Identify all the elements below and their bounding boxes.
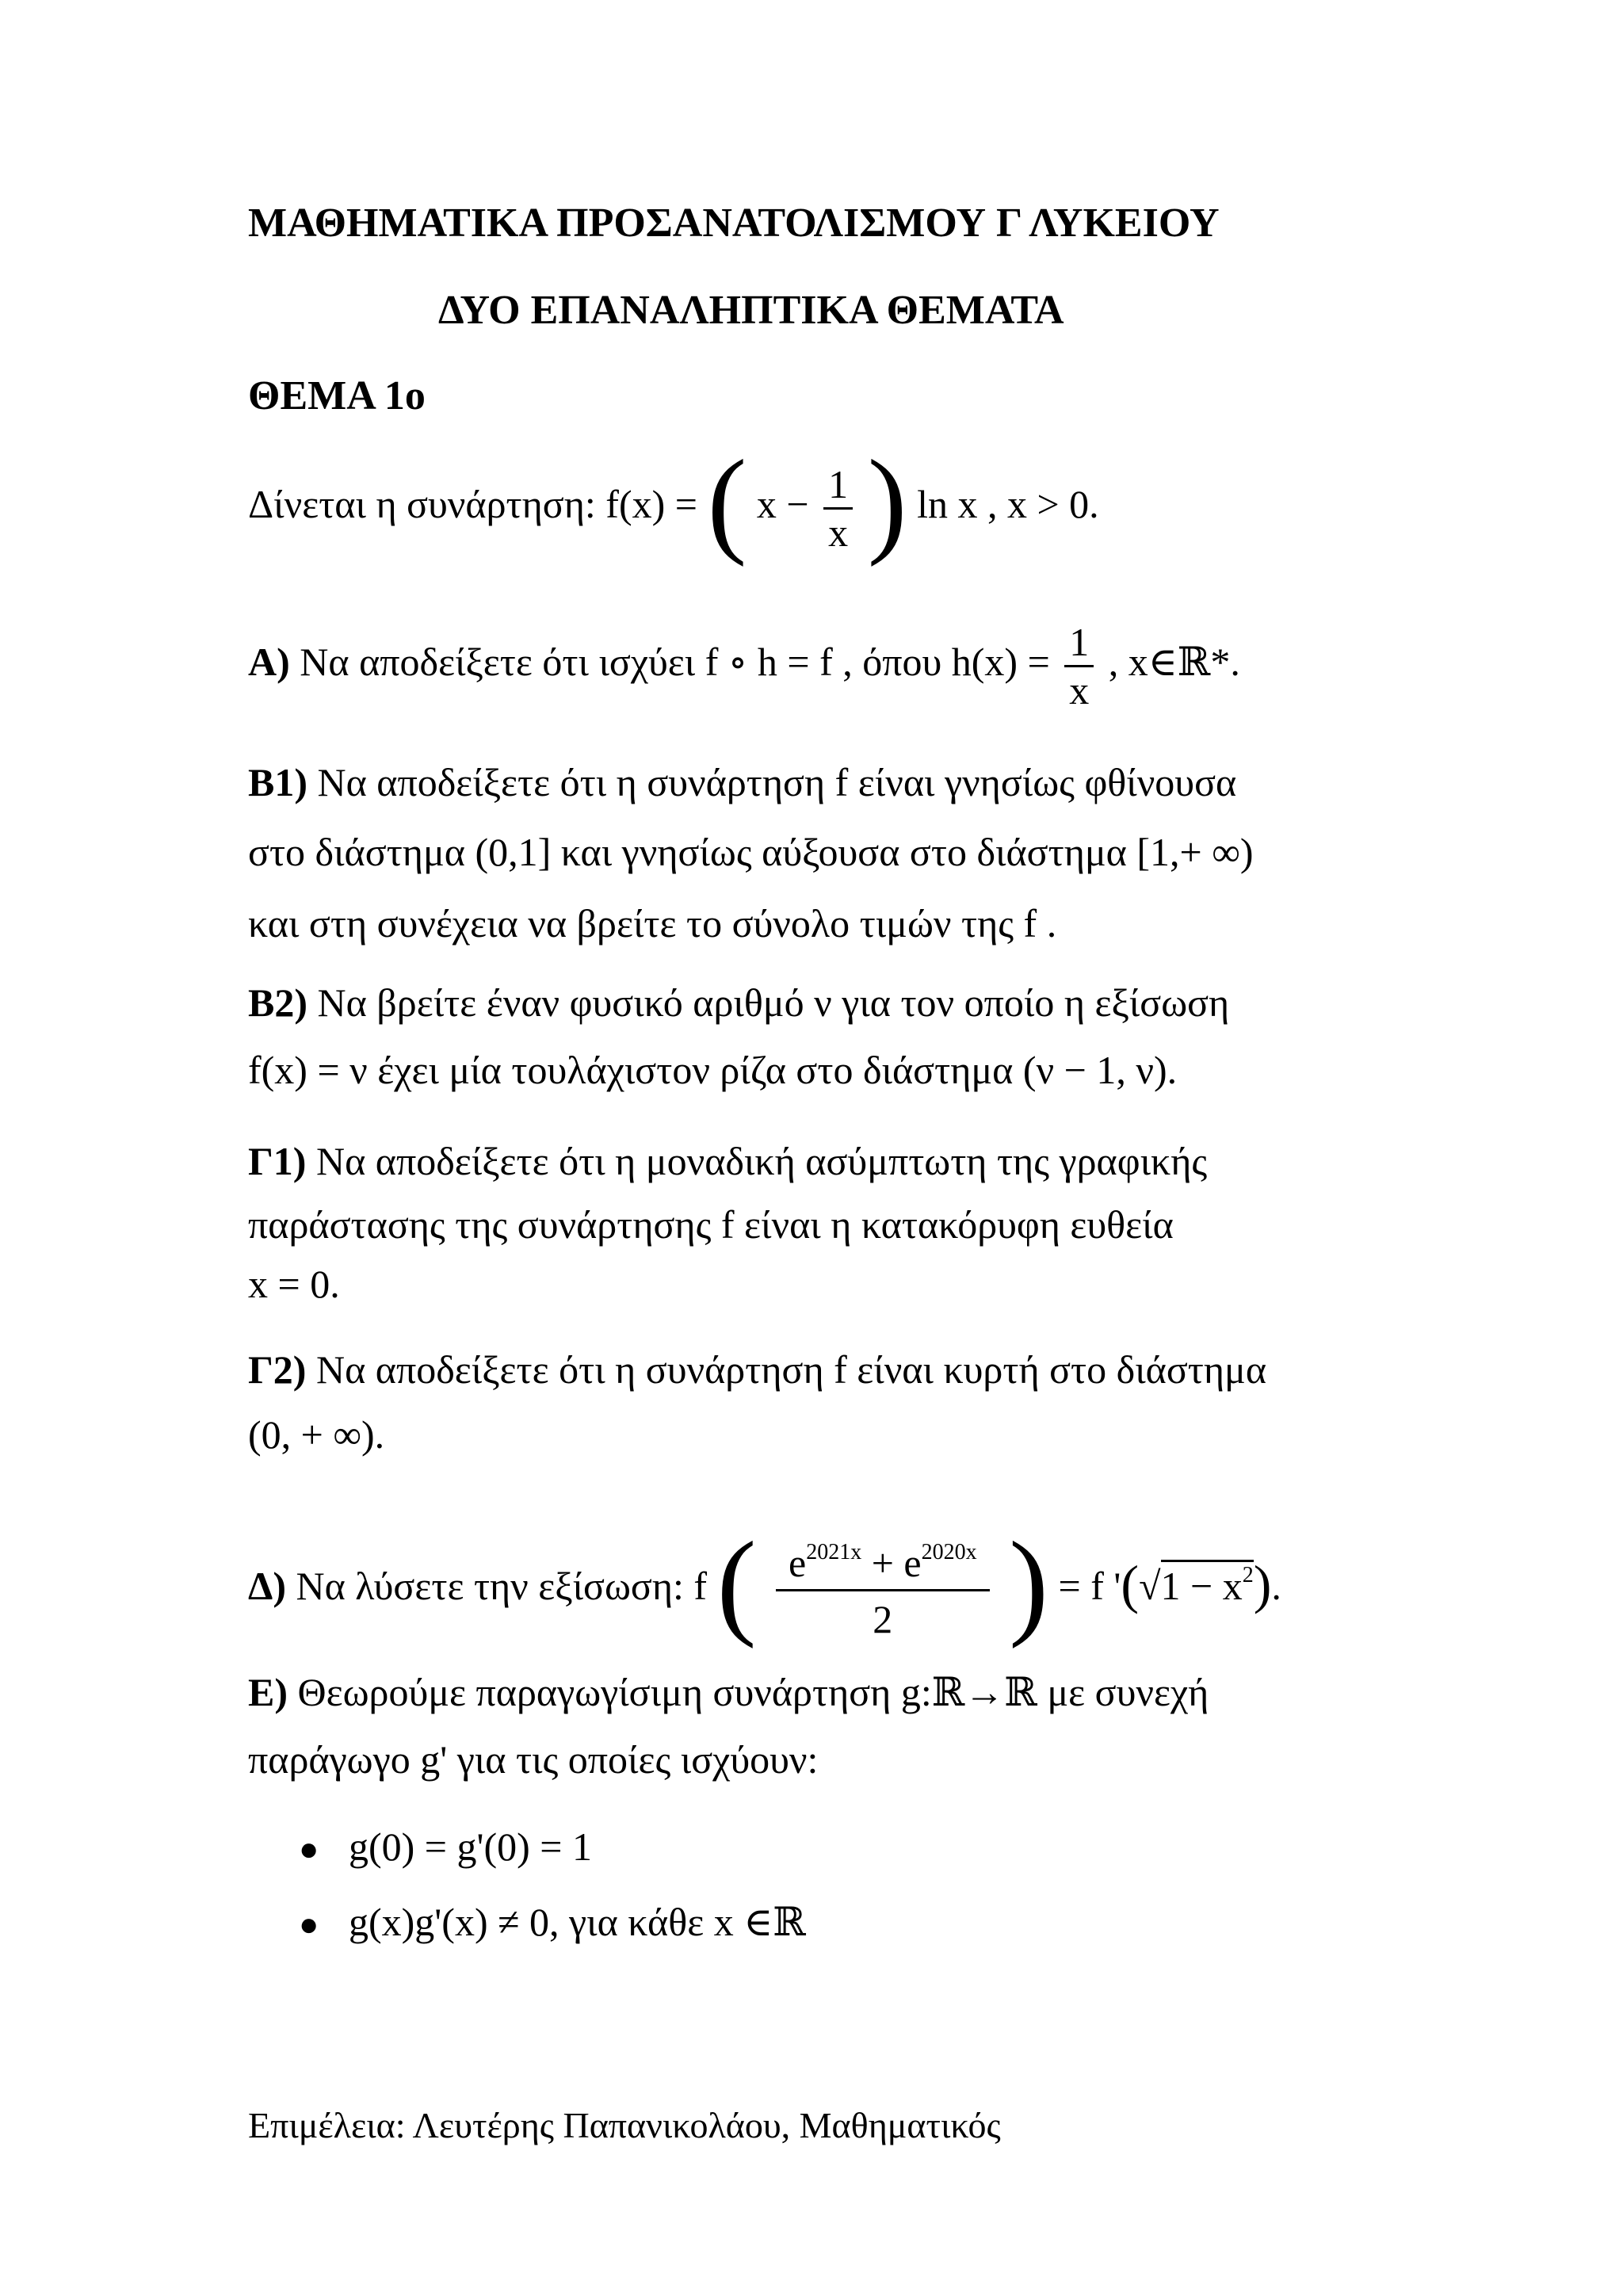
part-d-denominator: 2 [873,1597,893,1641]
part-b2-line-2: f(x) = ν έχει μία τουλάχιστον ρίζα στο διάστημα (ν − 1, ν). [248,1048,1178,1092]
intro-cond: , x > 0. [987,481,1099,526]
part-a-line [248,622,1240,710]
part-a-frac-num: 1 [1064,622,1094,667]
list-item: g(x)g'(x) ≠ 0, για κάθε x ∈ℝ [349,1900,806,1944]
intro-fraction [823,462,853,555]
part-d-line [248,1517,1281,1649]
part-g2-text-1: Να αποδείξετε ότι η συνάρτηση f είναι κυρτή στο διάστημα [315,1347,1267,1392]
part-g1-line-3: x = 0. [248,1262,340,1306]
bullet-icon: ● [299,1832,319,1868]
part-b1-label: Β1) [248,760,307,804]
document-title: ΜΑΘΗΜΑΤΙΚΑ ΠΡΟΣΑΝΑΤΟΛΙΣΜΟΥ Γ ΛΥΚΕΙΟΥ [248,201,1220,246]
intro-ln: ln x [917,481,978,526]
part-a-label: Α) [248,639,290,684]
part-d-numerator [776,1541,990,1591]
part-a-frac-den: x [1069,668,1090,712]
paren-open-sqrt: ( [1121,1553,1140,1614]
paren-open-d: ( [716,1517,757,1649]
bullet-icon: ● [299,1907,319,1943]
part-a-where: , όπου [842,639,942,684]
part-g1-line-2: παράστασης της συνάρτησης f είναι η κατακόρυφη ευθεία [248,1202,1174,1247]
part-e-line-2: παράγωγο g' για τις οποίες ισχύουν: [248,1737,819,1782]
intro-f-lhs: f(x) = [605,481,697,526]
paren-close-d: ) [1009,1517,1049,1649]
part-d-plus-e: + e [871,1541,922,1585]
part-e-line-1 [248,1672,1209,1712]
part-d-end: . [1271,1563,1281,1608]
part-g2-line-1 [248,1347,1267,1392]
part-b1-line-1 [248,762,1236,802]
paren-close-sqrt: ) [1253,1553,1272,1614]
intro-line [248,435,1099,567]
footer-credit: Επιμέλεια: Λευτέρης Παπανικολάου, Μαθηματικός [248,2105,1001,2145]
part-b2-label: Β2) [248,980,307,1025]
part-g1-label: Γ1) [248,1139,307,1183]
part-b1-text-1: Να αποδείξετε ότι η συνάρτηση f είναι γνησίως φθίνουσα [317,760,1237,804]
intro-frac-num: 1 [823,464,853,510]
part-d-square: 2 [1242,1562,1254,1587]
part-d-f: f [693,1563,708,1608]
part-d-e1: e [789,1541,807,1585]
part-d-label: Δ) [248,1563,286,1608]
part-b2-line-1 [248,980,1230,1025]
part-e-text-1: Θεωρούμε παραγωγίσιμη συνάρτηση g:ℝ→ℝ με συνεχή [297,1670,1209,1714]
part-d-rhs: = f ' [1058,1563,1121,1608]
part-a-cond: , x∈ℝ*. [1108,639,1240,684]
theme-heading: ΘΕΜΑ 1ο [248,373,426,418]
list-item: g(0) = g'(0) = 1 [349,1824,593,1869]
part-a-fraction [1064,622,1094,710]
part-g1-line-1 [248,1141,1207,1181]
document-subtitle: ΔΥΟ ΕΠΑΝΑΛΗΠΤΙΚΑ ΘΕΜΑΤΑ [438,288,1064,333]
part-e-label: Ε) [248,1670,288,1714]
part-a-expr: f ∘ h = f [705,639,833,684]
part-g1-text-1: Να αποδείξετε ότι η μοναδική ασύμπτωτη της γραφικής [315,1139,1208,1183]
part-d-text: Να λύσετε την εξίσωση: [296,1563,684,1608]
part-g2-line-2: (0, + ∞). [248,1412,385,1457]
part-d-fraction [776,1541,990,1639]
paren-close: ) [867,435,907,567]
part-a-text: Να αποδείξετε ότι ισχύει [300,639,696,684]
part-d-exp-b: 2020x [921,1540,977,1564]
part-b2-text-1: Να βρείτε έναν φυσικό αριθμό ν για τον οποίο η εξίσωση [317,980,1230,1025]
intro-text: Δίνεται η συνάρτηση: [248,481,596,526]
part-d-sqrt-body: 1 − x [1160,1563,1243,1608]
sqrt-body [1161,1560,1254,1608]
sqrt-sign: √ [1139,1563,1161,1608]
intro-frac-den: x [828,510,849,555]
paren-open: ( [707,435,747,567]
part-b1-line-3: και στη συνέχεια να βρείτε το σύνολο τιμών της f . [248,901,1057,946]
part-b1-line-2: στο διάστημα (0,1] και γνησίως αύξουσα στο διάστημα [1,+ ∞) [248,830,1254,874]
part-a-h-lhs: h(x) = [951,639,1050,684]
part-g2-label: Γ2) [248,1347,307,1392]
part-d-exp-a: 2021x [806,1540,862,1564]
intro-x-minus: x − [756,481,809,526]
